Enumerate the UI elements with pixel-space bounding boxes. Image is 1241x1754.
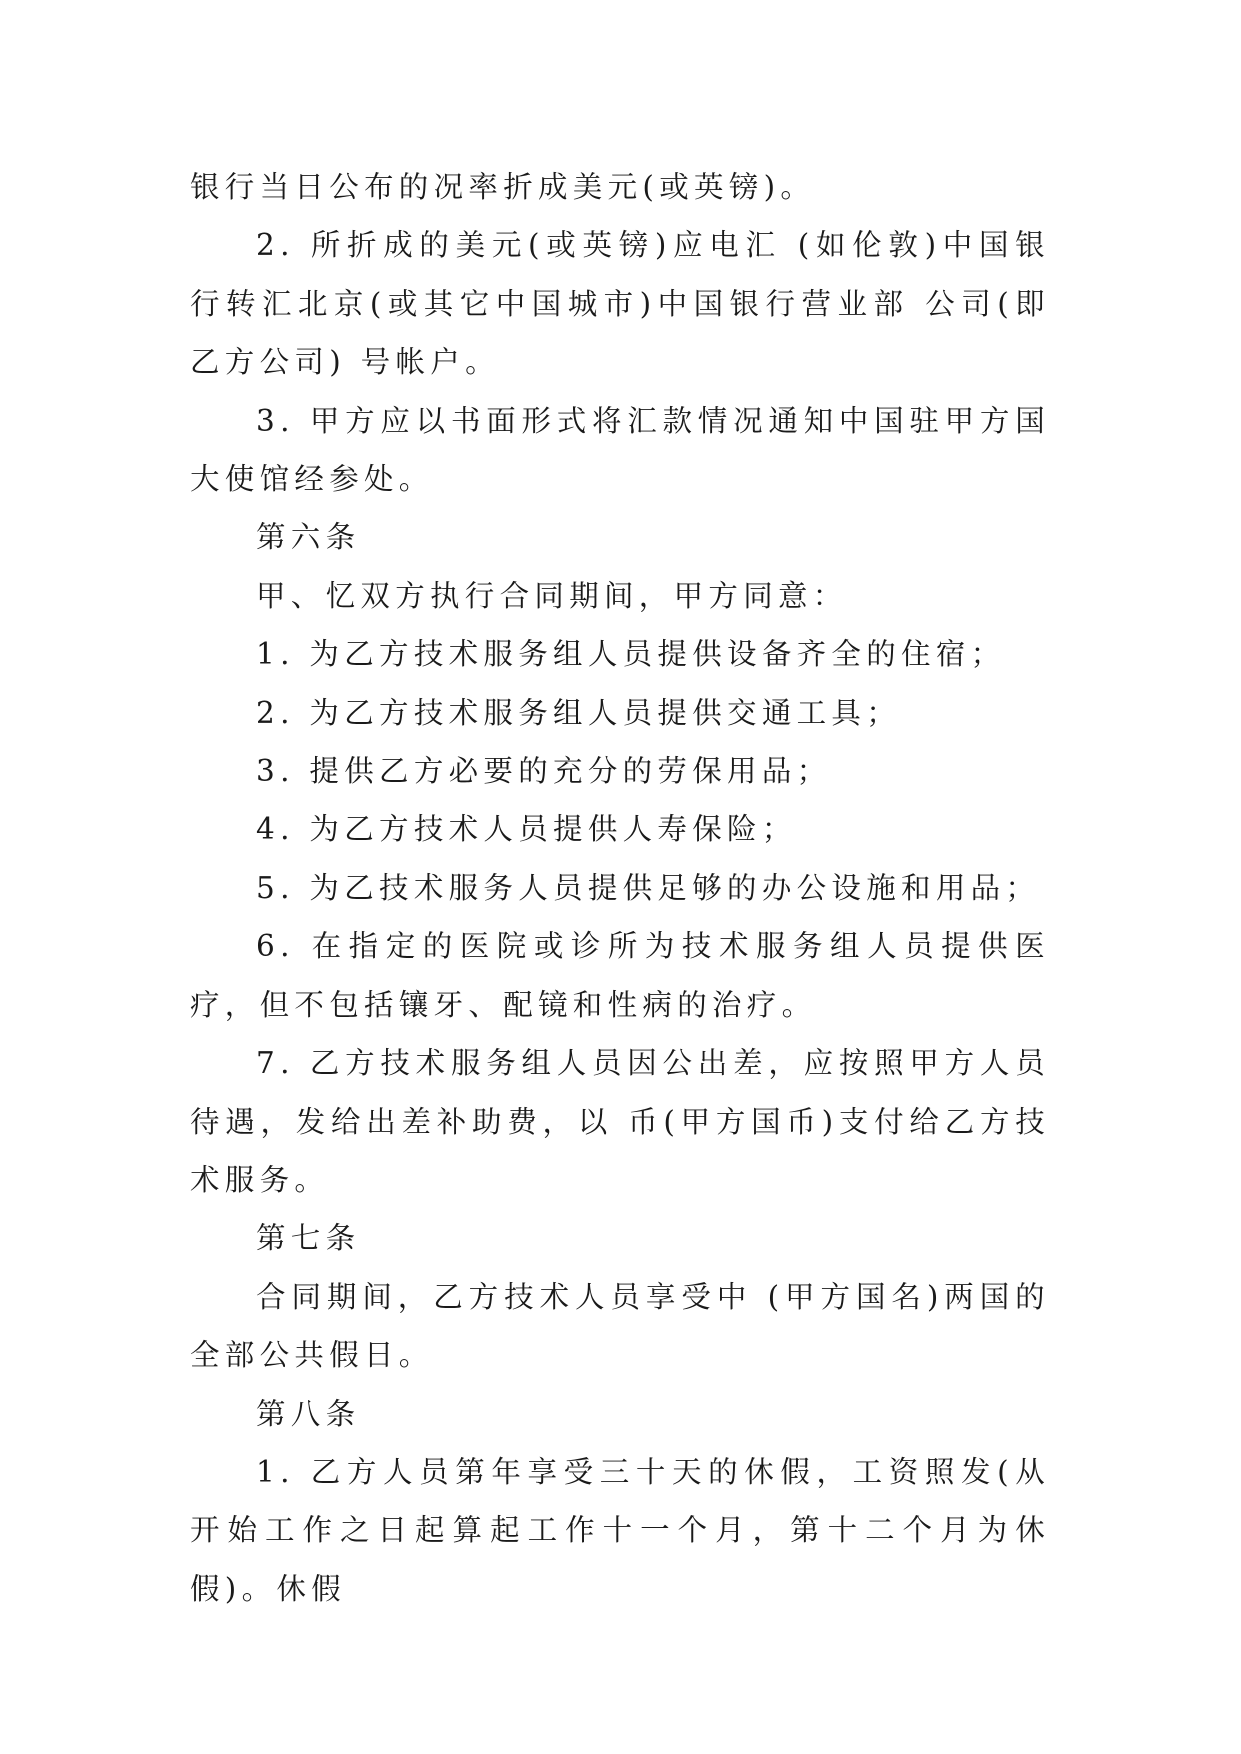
paragraph-item-3-notice: 3. 甲方应以书面形式将汇款情况通知中国驻甲方国大使馆经参处。 [190, 403, 1050, 497]
list-item-travel-allowance: 7. 乙方技术服务组人员因公出差，应按照甲方人员待遇，发给出差补助费，以 币(甲方国币)支付给乙方技术服务。 [190, 1046, 1050, 1197]
paragraph-exchange-rate: 银行当日公布的况率折成美元(或英镑)。 [190, 170, 816, 204]
article-eight-heading: 第八条 [256, 1396, 361, 1431]
paragraph-item-2-remittance: 2. 所折成的美元(或英镑)应电汇 (如伦敦)中国银行转汇北京(或其它中国城市)中国银行营业部 公司(即乙方公司) 号帐户。 [190, 228, 1050, 380]
list-item-life-insurance: 4. 为乙方技术人员提供人寿保险； [256, 812, 797, 847]
article-seven-heading: 第七条 [256, 1221, 361, 1256]
paragraph-article-six-intro: 甲、忆双方执行合同期间，甲方同意： [256, 578, 848, 613]
paragraph-annual-leave: 1. 乙方人员第年享受三十天的休假，工资照发(从开始工作之日起算起工作十一个月，第十二个月为休假)。休假 [190, 1454, 1050, 1606]
paragraph-public-holidays: 合同期间，乙方技术人员享受中 (甲方国名)两国的全部公共假日。 [190, 1279, 1050, 1373]
list-item-medical-care: 6. 在指定的医院或诊所为技术服务组人员提供医疗，但不包括镶牙、配镜和性病的治疗。 [190, 929, 1050, 1022]
article-six-heading: 第六条 [256, 520, 361, 555]
list-item-protective-gear: 3. 提供乙方必要的充分的劳保用品； [256, 754, 832, 789]
document-body [190, 158, 1050, 1618]
list-item-accommodation: 1. 为乙方技术服务组人员提供设备齐全的住宿； [256, 637, 1006, 672]
list-item-office-facilities: 5. 为乙技术服务人员提供足够的办公设施和用品； [256, 870, 1041, 905]
list-item-transport: 2. 为乙方技术服务组人员提供交通工具； [256, 695, 902, 730]
